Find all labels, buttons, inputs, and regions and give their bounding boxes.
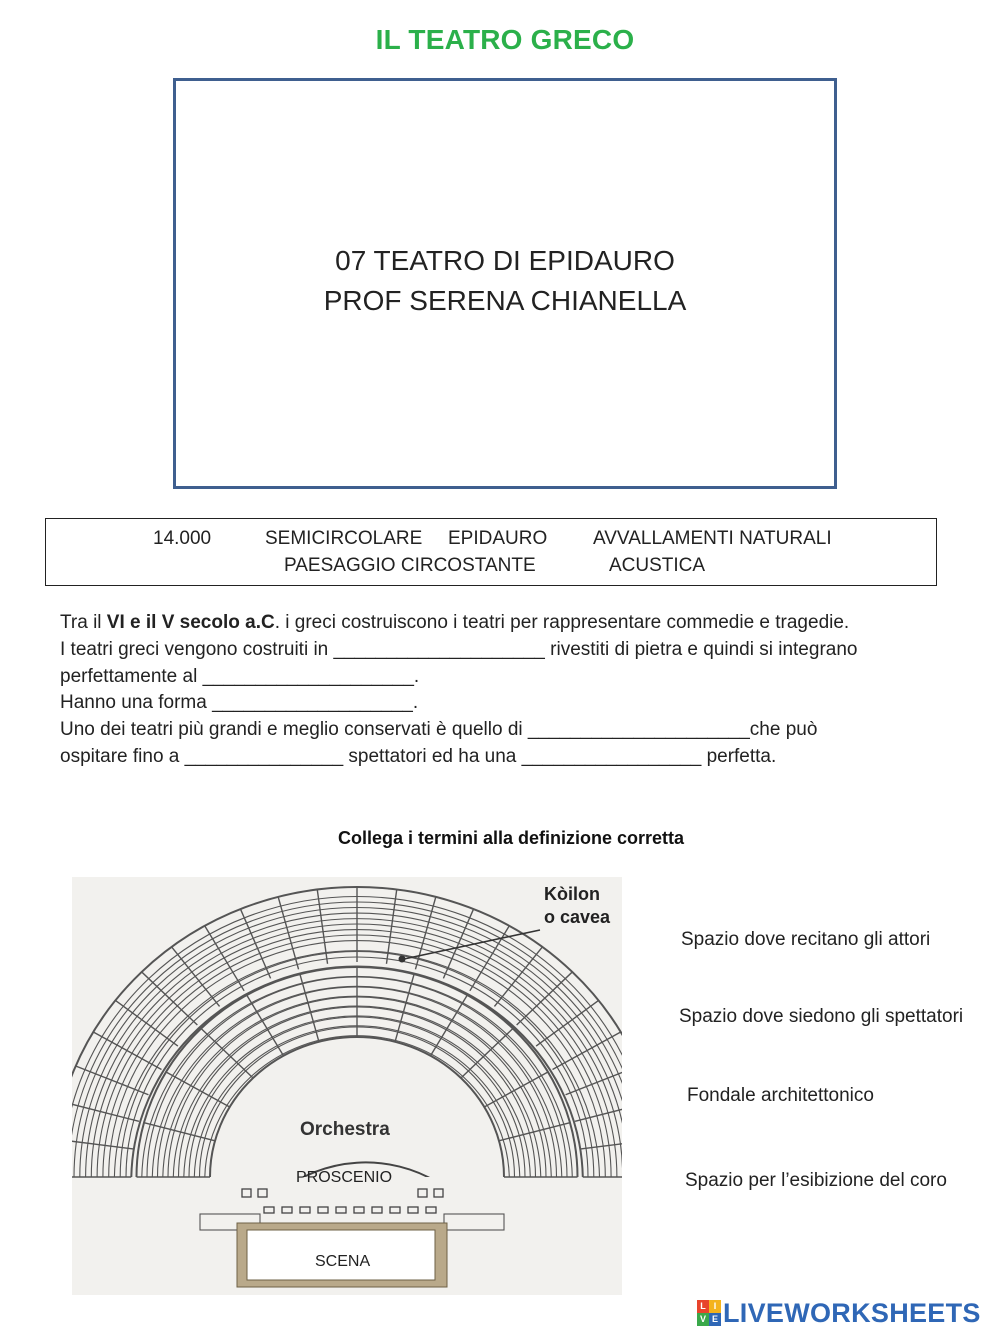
word-bank-item[interactable]: EPIDAURO — [448, 528, 548, 549]
proscenio-label: PROSCENIO — [296, 1169, 393, 1186]
word-bank-item[interactable]: PAESAGGIO CIRCOSTANTE — [284, 555, 536, 576]
word-bank — [45, 518, 937, 586]
matching-instruction: Collega i termini alla definizione corretta — [337, 828, 685, 848]
video-player[interactable] — [173, 78, 837, 489]
brand-icon-letter: L — [697, 1300, 709, 1313]
word-bank-item[interactable]: 14.000 — [153, 528, 212, 549]
word-bank-item[interactable]: SEMICIRCOLARE — [265, 528, 423, 549]
word-bank-item[interactable]: AVVALLAMENTI NATURALI — [593, 528, 832, 549]
brand-icon-letter: E — [709, 1313, 721, 1326]
scena-label: SCENA — [315, 1253, 371, 1270]
brand-icon — [697, 1300, 721, 1326]
cavea-label: o cavea — [544, 907, 611, 927]
video-title-line-2: PROF SERENA CHIANELLA — [323, 285, 687, 316]
definition-item-4[interactable]: Spazio per l’esibizione del coro — [685, 1170, 947, 1191]
video-title-line-1: 07 TEATRO DI EPIDAURO — [335, 245, 675, 276]
word-bank-item[interactable]: ACUSTICA — [609, 555, 706, 576]
brand-name: LIVEWORKSHEETS — [723, 1297, 981, 1328]
page-title: IL TEATRO GRECO — [375, 24, 635, 55]
definition-item-3[interactable]: Fondale architettonico — [687, 1085, 874, 1106]
paragraph-line-3[interactable]: perfettamente al ____________________. — [60, 666, 420, 687]
definition-item-2[interactable]: Spazio dove siedono gli spettatori — [679, 1006, 964, 1027]
paragraph-line-6[interactable]: ospitare fino a _______________ spettatori ed ha una _________________ perfetta. — [60, 746, 777, 767]
koilon-label: Kòilon — [544, 884, 600, 904]
definition-item-1[interactable]: Spazio dove recitano gli attori — [681, 929, 931, 950]
century-highlight: VI e il V secolo a.C — [106, 612, 275, 633]
paragraph-line-4[interactable]: Hanno una forma ___________________. — [60, 692, 419, 713]
liveworksheets-logo — [697, 1297, 981, 1329]
brand-icon-letter: V — [697, 1313, 709, 1326]
brand-icon-letter: I — [709, 1300, 721, 1313]
orchestra-label: Orchestra — [300, 1119, 390, 1140]
theatre-diagram — [72, 877, 622, 1295]
paragraph-line-2[interactable]: I teatri greci vengono costruiti in ____________________ rivestiti di pietra e quindi si integrano — [60, 639, 858, 660]
paragraph-line-1: Tra il VI e il V secolo a.C. i greci costruiscono i teatri per rappresentare commedie e tragedie. — [60, 612, 850, 633]
paragraph-line-5[interactable]: Uno dei teatri più grandi e meglio conservati è quello di _____________________che può — [60, 719, 818, 740]
